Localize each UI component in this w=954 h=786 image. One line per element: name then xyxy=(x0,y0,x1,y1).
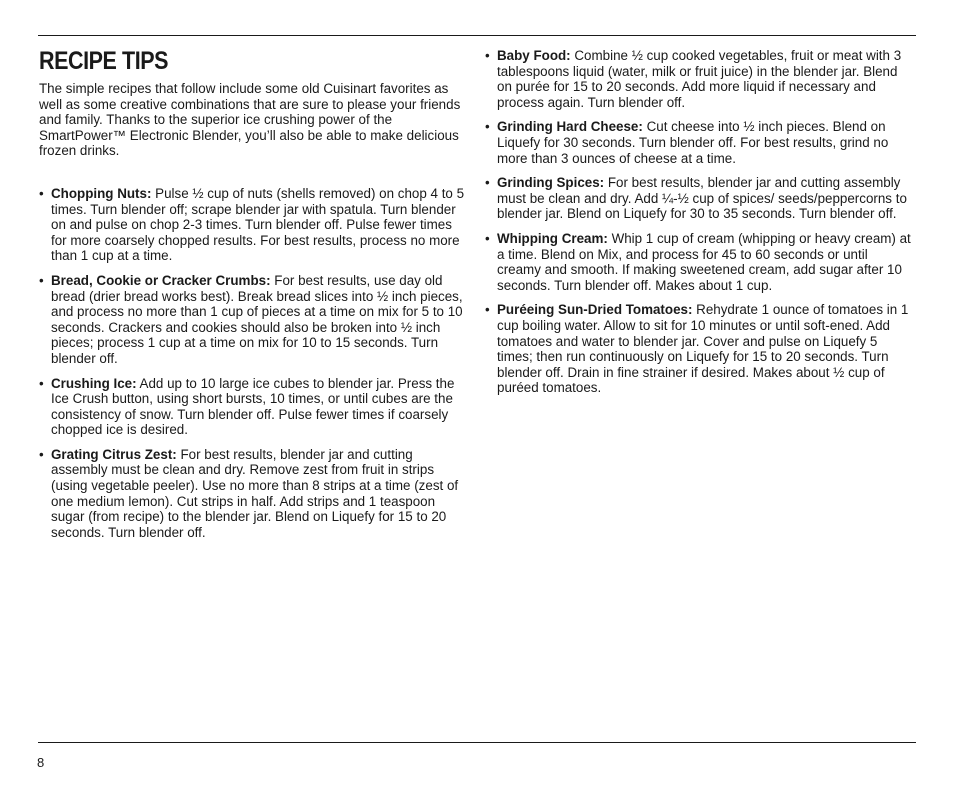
list-item xyxy=(485,175,915,222)
bullet-icon: • xyxy=(485,48,490,63)
tip-text: Add up to 10 large ice cubes to blender jar. Press the Ice Crush button, using short bursts, 10 times, or until cubes are the consistency of snow. Turn blender off. Pulse fewer times if coarsely chopped ice is desired. xyxy=(51,375,455,438)
list-item xyxy=(39,273,469,367)
top-rule xyxy=(38,35,916,36)
bullet-icon: • xyxy=(39,446,44,462)
bullet-icon: • xyxy=(485,175,490,191)
tip-text: For best results, blender jar and cutting assembly must be clean and dry. Remove zest from fruit in strips (using vegetable peeler). Use no more than 8 strips at a time (zest of one medium lemon). Cut strips in half. Add strips and 1 teaspoon sugar (from recipe) to the blender jar. Blend on Liquefy for 15 to 20 seconds. Turn blender off. xyxy=(51,446,459,540)
list-item xyxy=(485,119,915,166)
bottom-rule xyxy=(38,742,916,743)
tip-text: Cut cheese into ½ inch pieces. Blend on Liquefy for 30 seconds. Turn blender off. For best results, grind no more than 3 ounces of cheese at a time. xyxy=(497,119,889,166)
list-item xyxy=(485,48,915,110)
list-item xyxy=(39,376,469,438)
tip-term: Puréeing Sun-Dried Tomatoes: xyxy=(497,302,693,318)
tip-term: Baby Food: xyxy=(497,48,571,63)
tip-text: Whip 1 cup of cream (whipping or heavy cream) at a time. Blend on Mix, and process for 45 to 60 seconds or until creamy and smooth. If making sweetened cream, add sugar after 10 seconds. Turn blender off. Makes about 1 cup. xyxy=(497,230,911,293)
list-item xyxy=(485,302,915,396)
tip-term: Grinding Spices: xyxy=(497,175,605,191)
tip-term: Chopping Nuts: xyxy=(51,185,152,201)
bullet-icon: • xyxy=(39,272,44,288)
tip-term: Grinding Hard Cheese: xyxy=(497,119,643,135)
right-column xyxy=(485,48,915,405)
tip-term: Whipping Cream: xyxy=(497,230,608,246)
bullet-icon: • xyxy=(39,185,44,201)
tip-term: Crushing Ice: xyxy=(51,375,137,391)
tip-text: For best results, use day old bread (drier bread works best). Break bread slices into ½ inch pieces, and process no more than 1 cup of pieces at a time on mix for 5 to 10 seconds. Crackers and cookies should also be broken into ½ inch pieces; process 1 cup at a time on mix for 10 to 15 seconds. Turn blender off. xyxy=(51,272,463,366)
tip-text: Rehydrate 1 ounce of tomatoes in 1 cup boiling water. Allow to sit for 10 minutes or until soft-ened. Add tomatoes and water to blender jar. Cover and pulse on Liquefy 5 times; then run continuously on Liquefy for 15 to 20 seconds. Turn blender off. Drain in fine strainer if desired. Makes about ½ cup of puréed tomatoes. xyxy=(497,302,909,396)
left-column xyxy=(39,46,469,549)
bullet-icon: • xyxy=(485,230,490,246)
bullet-icon: • xyxy=(485,119,490,135)
page-title: RECIPE TIPS xyxy=(39,47,169,75)
list-item xyxy=(39,447,469,541)
tip-text: Pulse ½ cup of nuts (shells removed) on chop 4 to 5 times. Turn blender off; scrape blender jar with spatula. Turn blender on and pulse on chop 2-3 times. Turn blender off. Pulse fewer times for more coarsely chopped results. For best results, process no more than 1 cup at a time. xyxy=(51,185,465,264)
list-item xyxy=(39,186,469,264)
intro-paragraph: The simple recipes that follow include some old Cuisinart favorites as well as some creative combinations that are sure to please your friends and family. Thanks to the superior ice crushing power of the SmartPower™ Electronic Blender, you’ll also be able to make delicious frozen drinks. xyxy=(39,81,461,159)
tip-term: Bread, Cookie or Cracker Crumbs: xyxy=(51,272,271,288)
bullet-icon: • xyxy=(485,302,490,318)
bullet-icon: • xyxy=(39,375,44,391)
tip-text: For best results, blender jar and cutting assembly must be clean and dry. Add ¼-½ cup of spices/ seeds/peppercorns to blender jar. Blend on Liquefy for 30 to 35 seconds. Turn blender off. xyxy=(497,175,907,222)
page-number: 8 xyxy=(37,755,45,770)
list-item xyxy=(485,231,915,293)
tips-list-right xyxy=(485,48,915,396)
tip-term: Grating Citrus Zest: xyxy=(51,446,177,462)
tips-list-left xyxy=(39,186,469,540)
tip-text: Combine ½ cup cooked vegetables, fruit or meat with 3 tablespoons liquid (water, milk or fruit juice) in the blender jar. Blend on purée for 15 to 20 seconds. Add more liquid if necessary and process again. Turn blender off. xyxy=(497,48,902,110)
